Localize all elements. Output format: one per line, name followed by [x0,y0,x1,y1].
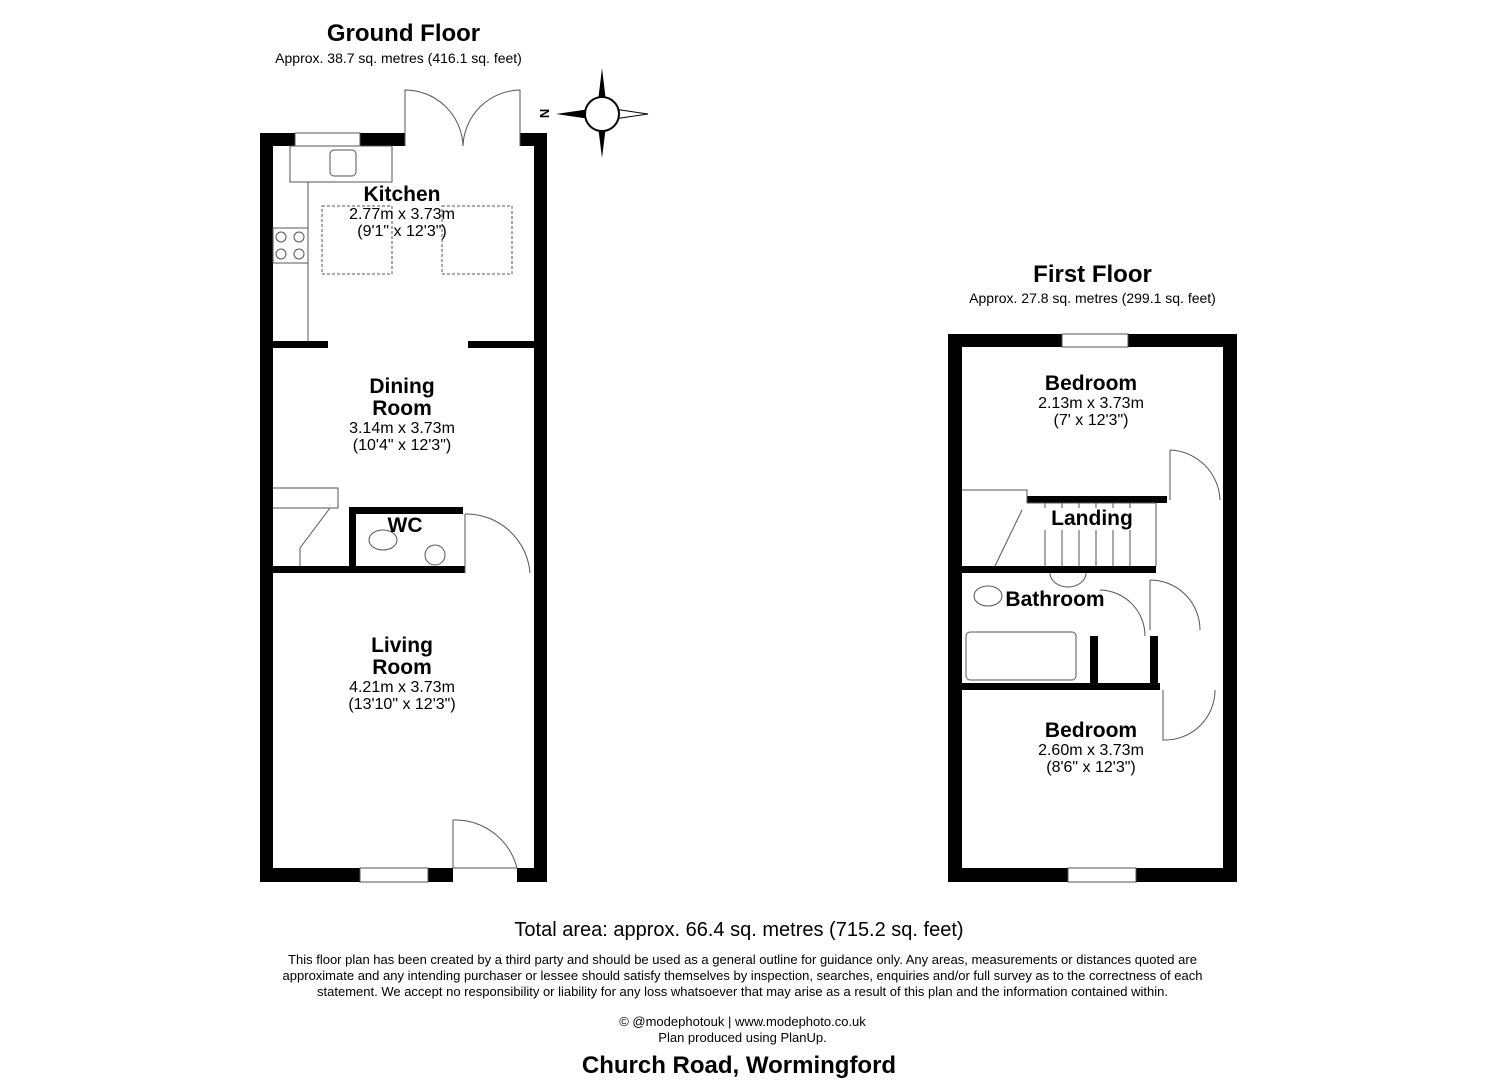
room-imperial: (9'1" x 12'3") [357,223,447,240]
ground-floor-area: Approx. 38.7 sq. metres (416.1 sq. feet) [275,50,522,66]
disclaimer-line-3: statement. We accept no responsibility or liability for any loss whatsoever that may arise as a result of this plan and the information contained within. [317,984,1168,999]
first-floor-area: Approx. 27.8 sq. metres (299.1 sq. feet) [969,290,1216,306]
room-living [302,635,502,713]
room-name: Bedroom [1044,719,1138,742]
produced-by-text: Plan produced using PlanUp. [658,1030,827,1045]
room-bathroom: Bathroom [1005,588,1105,611]
credit-text: © @modephotouk | www.modephoto.co.uk [619,1014,866,1029]
kitchen-window [295,133,360,146]
address-title: Church Road, Wormingford [581,1052,897,1079]
room-metric: 2.77m x 3.73m [349,206,455,223]
wc-door [465,514,530,573]
room-kitchen [302,184,502,240]
french-doors [405,90,520,146]
total-area: Total area: approx. 66.4 sq. metres (715.2 sq. feet) [514,919,964,941]
room-name: Kitchen [363,183,441,206]
room-bedroom-2 [991,720,1191,776]
room-name: Bedroom [1044,372,1138,395]
wc-basin [425,545,445,565]
room-imperial: (13'10" x 12'3") [348,696,456,713]
room-metric: 3.14m x 3.73m [349,420,455,437]
first-floor-title: First Floor [1033,261,1152,288]
disclaimer-line-2: approximate and any intending purchaser or lessee should satisfy themselves by inspection, searches, enquiries and/or full survey as to the correctness of each [282,968,1203,983]
disclaimer-line-1: This floor plan has been created by a third party and should be used as a general outline for guidance only. Any areas, measurements or distances quoted are [288,952,1197,967]
compass [556,68,648,158]
room-metric: 4.21m x 3.73m [349,679,455,696]
room-imperial: (8'6" x 12'3") [1046,759,1136,776]
room-name: Dining Room [369,375,435,420]
sink-unit [290,146,392,182]
room-bedroom-1 [991,373,1191,429]
stairs-ground [273,488,338,566]
room-name: Living Room [371,634,433,679]
room-wc: WC [387,514,423,537]
living-window [360,868,428,882]
front-door [453,820,517,868]
room-landing: Landing [1032,508,1152,530]
compass-north-label: N [537,108,553,119]
room-metric: 2.60m x 3.73m [1038,742,1144,759]
room-dining [302,376,502,454]
room-imperial: (7' x 12'3") [1053,412,1129,429]
room-metric: 2.13m x 3.73m [1038,395,1144,412]
ground-floor-title: Ground Floor [326,20,481,47]
room-imperial: (10'4" x 12'3") [352,437,452,454]
